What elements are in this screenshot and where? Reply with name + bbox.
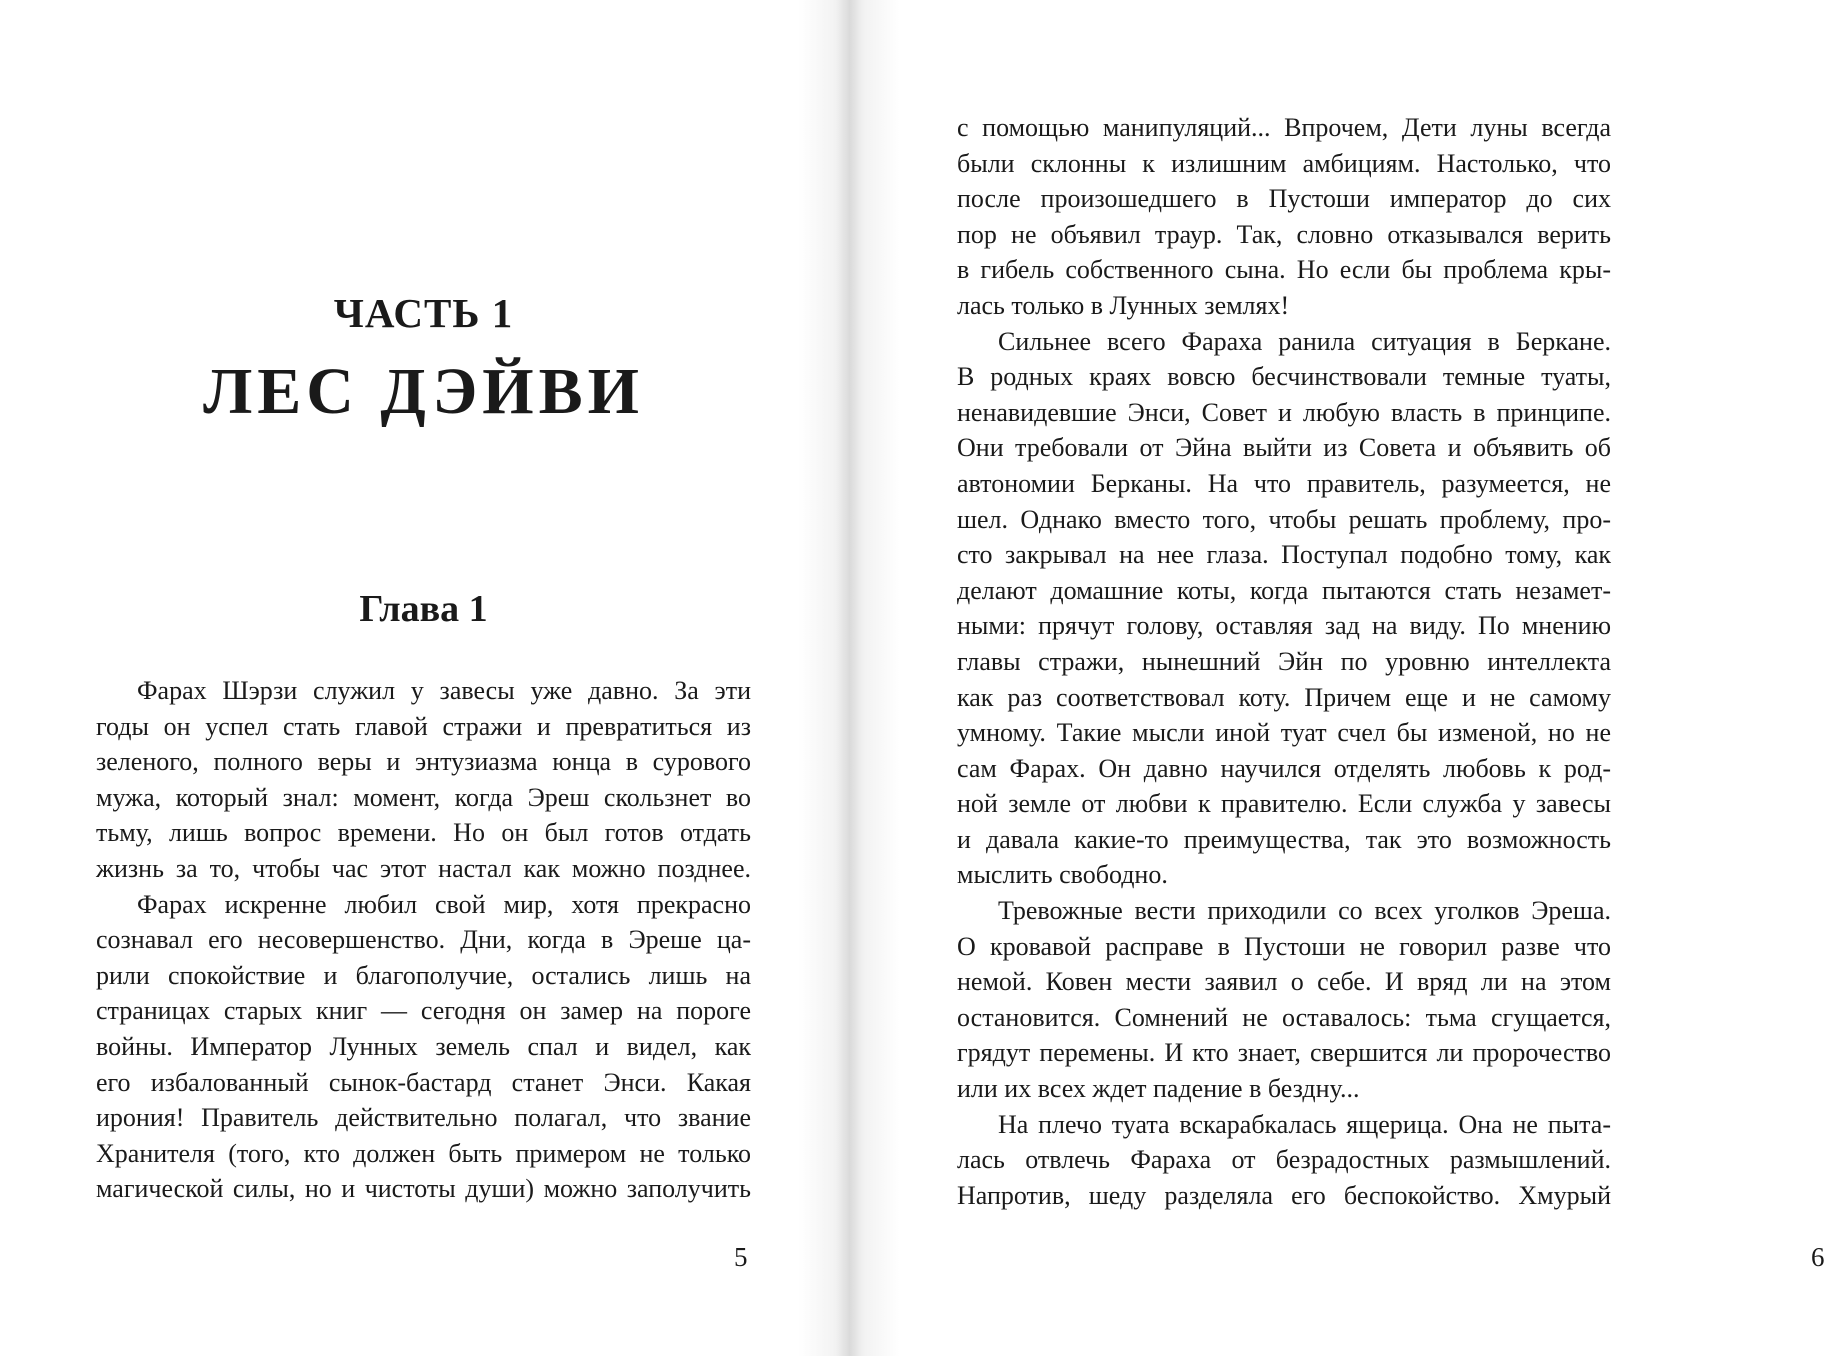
page-number-left: 5 xyxy=(734,1242,748,1272)
text-line: тьму, лишь вопрос времени. Но он был готов отдать xyxy=(96,818,751,848)
text-line: жизнь за то, чтобы час этот настал как можно позднее. xyxy=(96,853,751,883)
text-line: немой. Ковен мести заявил о себе. И вряд ли на этом xyxy=(957,967,1611,997)
text-line: сознавал его несовершенство. Дни, когда в Эреше ца- xyxy=(96,925,751,955)
text-line: были склонны к излишним амбициям. Настолько, что xyxy=(957,148,1611,178)
text-line: Напротив, шеду разделяла его беспокойство. Хмурый xyxy=(957,1180,1611,1210)
text-line: зеленого, полного веры и энтузиазма юнца в сурового xyxy=(96,747,751,777)
text-line: Сильнее всего Фараха ранила ситуация в Беркане. xyxy=(998,326,1611,356)
text-line: Они требовали от Эйна выйти из Совета и объявить об xyxy=(957,433,1611,463)
text-line: главы стражи, нынешний Эйн по уровню интеллекта xyxy=(957,646,1611,676)
text-line: как раз соответствовал коту. Причем еще и не самому xyxy=(957,682,1611,712)
text-line: сам Фарах. Он давно научился отделять любовь к род- xyxy=(957,753,1611,783)
text-line: умному. Такие мысли иной туат счел бы изменой, но не xyxy=(957,718,1611,748)
text-line: лась только в Лунных землях! xyxy=(957,290,1290,320)
part-title: ЛЕС ДЭЙВИ xyxy=(203,355,644,428)
left-page xyxy=(0,0,849,1356)
text-line: рили спокойствие и благополучие, остались лишь на xyxy=(96,960,751,990)
text-line: магической силы, но и чистоты души) можно заполучить xyxy=(96,1174,751,1204)
part-heading: ЧАСТЬ 1 xyxy=(333,290,514,336)
text-line: грядут перемены. И кто знает, свершится ли пророчество xyxy=(957,1038,1611,1068)
text-line: или их всех ждет падение в бездну... xyxy=(957,1074,1360,1104)
text-line: Тревожные вести приходили со всех уголков Эреша. xyxy=(998,896,1611,926)
text-line: в гибель собственного сына. Но если бы проблема кры- xyxy=(957,255,1611,285)
text-line: ными: прячут голову, оставляя зад на виду. По мнению xyxy=(957,611,1611,641)
text-line: страницах старых книг — сегодня он замер на пороге xyxy=(96,996,751,1026)
text-line: ирония! Правитель действительно полагал, что звание xyxy=(96,1103,751,1133)
text-line: войны. Император Лунных земель спал и видел, как xyxy=(96,1031,751,1061)
text-line: В родных краях вовсю бесчинствовали темные туаты, xyxy=(957,362,1611,392)
text-line: мыслить свободно. xyxy=(957,860,1168,890)
right-page-body xyxy=(957,110,1611,1213)
text-line: автономии Берканы. На что правитель, разумеется, не xyxy=(957,468,1611,498)
text-line: делают домашние коты, когда пытаются стать незамет- xyxy=(957,575,1611,605)
text-line: шел. Однако вместо того, чтобы решать проблему, про- xyxy=(957,504,1611,534)
text-line: годы он успел стать главой стражи и превратиться из xyxy=(96,711,751,741)
text-line: после произошедшего в Пустоши император до сих xyxy=(957,184,1611,214)
text-line: ной земле от любви к правителю. Если служба у завесы xyxy=(957,789,1611,819)
chapter-title: Глава 1 xyxy=(359,588,488,630)
left-page-body xyxy=(96,673,751,1207)
text-line: Фарах искренне любил свой мир, хотя прекрасно xyxy=(137,889,751,919)
text-line: ненавидевшие Энси, Совет и любую власть в принципе. xyxy=(957,397,1611,427)
page-number-right: 6 xyxy=(1811,1242,1825,1272)
text-line: пор не объявил траур. Так, словно отказывался верить xyxy=(957,219,1611,249)
text-line: и давала какие-то преимущества, так это возможность xyxy=(957,824,1611,854)
text-line: Хранителя (того, кто должен быть примером не только xyxy=(96,1138,751,1168)
text-line: остановится. Сомнений не оставалось: тьма сгущается, xyxy=(957,1002,1611,1032)
text-line: О кровавой расправе в Пустоши не говорил разве что xyxy=(957,931,1611,961)
text-line: Фарах Шэрзи служил у завесы уже давно. За эти xyxy=(137,676,751,705)
text-line: мужа, который знал: момент, когда Эреш скользнет во xyxy=(96,782,751,812)
text-line: его избалованный сынок-бастард станет Энси. Какая xyxy=(96,1067,751,1097)
text-line: На плечо туата вскарабкалась ящерица. Она не пыта- xyxy=(998,1109,1611,1139)
text-line: с помощью манипуляций... Впрочем, Дети луны всегда xyxy=(957,113,1611,142)
text-line: лась отвлечь Фараха от безрадостных размышлений. xyxy=(957,1145,1611,1175)
text-line: сто закрывал на нее глаза. Поступал подобно тому, как xyxy=(957,540,1611,570)
